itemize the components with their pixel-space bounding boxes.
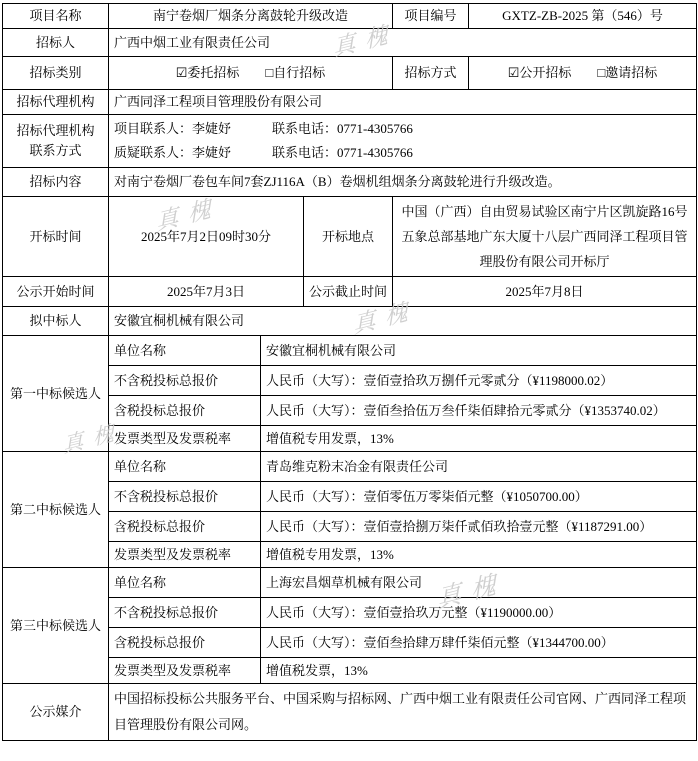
- candidate2-price-excl-label: 不含税投标总报价: [109, 482, 261, 512]
- row-opening: [3, 197, 697, 277]
- row-agency: [3, 90, 697, 115]
- query-contact-name: 质疑联系人：李婕妤: [114, 145, 232, 161]
- checkbox-invited-bidding: □邀请招标: [597, 65, 658, 81]
- candidate3-group-label: 第三中标候选人: [3, 568, 109, 684]
- candidate2-company-value: 青岛维克粉末冶金有限责任公司: [261, 452, 697, 482]
- row-proposed-winner: [3, 307, 697, 336]
- watermark: 真槐: [155, 193, 222, 236]
- publicity-start-label: 公示开始时间: [3, 277, 109, 307]
- watermark: 真槐: [62, 418, 124, 458]
- row-publicity-media: [3, 684, 697, 741]
- candidate1-group-label: 第一中标候选人: [3, 336, 109, 452]
- agency-contact-value: [109, 115, 697, 168]
- bid-announcement-table: [2, 3, 697, 741]
- candidate3-price-incl-value: 人民币（大写）：壹佰叁拾肆万肆仟柒佰元整（¥1344700.00）: [261, 628, 697, 658]
- row-project: [3, 4, 697, 29]
- query-contact-line: [114, 141, 691, 165]
- project-number-value: GXTZ-ZB-2025 第（546）号: [469, 4, 697, 29]
- candidate1-price-excl-label: 不含税投标总报价: [109, 366, 261, 396]
- candidate3-invoice-value: 增值税发票，13%: [261, 658, 697, 684]
- publicity-end-value: 2025年7月8日: [393, 277, 697, 307]
- candidate2-price-excl-value: 人民币（大写）：壹佰零伍万零柒佰元整（¥1050700.00）: [261, 482, 697, 512]
- proposed-winner-label: 拟中标人: [3, 307, 109, 336]
- candidate3-price-excl-value: 人民币（大写）：壹佰壹拾玖万元整（¥1190000.00）: [261, 598, 697, 628]
- candidate3-price-incl-label: 含税投标总报价: [109, 628, 261, 658]
- watermark: 真槐: [352, 296, 419, 339]
- project-contact-name: 项目联系人：李婕妤: [114, 121, 232, 137]
- watermark: 真槐: [332, 19, 399, 62]
- publicity-start-value: 2025年7月3日: [109, 277, 304, 307]
- query-contact-phone: 联系电话：0771-4305766: [272, 145, 413, 161]
- candidate1-company-value: 安徽宜桐机械有限公司: [261, 336, 697, 366]
- checkbox-open-bidding: ☑公开招标: [507, 65, 572, 81]
- agency-label: 招标代理机构: [3, 90, 109, 115]
- project-contact-line: [114, 117, 691, 141]
- candidate2-group-label: 第二中标候选人: [3, 452, 109, 568]
- row-bid-content: [3, 168, 697, 197]
- opening-place-value: 中国（广西）自由贸易试验区南宁片区凯旋路16号五象总部基地广东大厦十八层广西同泽工程项目管理股份有限公司开标厅: [393, 197, 697, 277]
- candidate3-row-company: [3, 568, 697, 598]
- candidate2-invoice-value: 增值税专用发票，13%: [261, 542, 697, 568]
- candidate1-price-incl-label: 含税投标总报价: [109, 396, 261, 426]
- bid-method-label: 招标方式: [393, 57, 469, 90]
- bid-category-label: 招标类别: [3, 57, 109, 90]
- candidate1-row-company: [3, 336, 697, 366]
- agency-value: 广西同泽工程项目管理股份有限公司: [109, 90, 697, 115]
- opening-place-label: 开标地点: [304, 197, 393, 277]
- bid-content-label: 招标内容: [3, 168, 109, 197]
- row-publicity-period: [3, 277, 697, 307]
- candidate3-price-excl-label: 不含税投标总报价: [109, 598, 261, 628]
- agency-contact-label-line2: 联系方式: [29, 143, 82, 159]
- project-name-label: 项目名称: [3, 4, 109, 29]
- agency-contact-label-line1: 招标代理机构: [16, 123, 95, 139]
- bid-category-options: [109, 57, 393, 90]
- agency-contact-label: [3, 115, 109, 168]
- candidate1-invoice-label: 发票类型及发票税率: [109, 426, 261, 452]
- row-agency-contact: [3, 115, 697, 168]
- checkbox-self-bidding: □自行招标: [265, 65, 326, 81]
- opening-time-value: 2025年7月2日09时30分: [109, 197, 304, 277]
- candidate1-company-label: 单位名称: [109, 336, 261, 366]
- checkbox-entrusted-bidding: ☑委托招标: [175, 65, 240, 81]
- candidate2-invoice-label: 发票类型及发票税率: [109, 542, 261, 568]
- candidate1-invoice-value: 增值税专用发票，13%: [261, 426, 697, 452]
- bid-content-value: 对南宁卷烟厂卷包车间7套ZJ116A（B）卷烟机组烟条分离鼓轮进行升级改造。: [109, 168, 697, 197]
- candidate3-company-label: 单位名称: [109, 568, 261, 598]
- candidate1-price-incl-value: 人民币（大写）：壹佰叁拾伍万叁仟柒佰肆拾元零贰分（¥1353740.02）: [261, 396, 697, 426]
- bid-method-options: [469, 57, 697, 90]
- candidate1-price-excl-value: 人民币（大写）：壹佰壹拾玖万捌仟元零贰分（¥1198000.02）: [261, 366, 697, 396]
- proposed-winner-value: 安徽宜桐机械有限公司: [109, 307, 697, 336]
- candidate3-invoice-label: 发票类型及发票税率: [109, 658, 261, 684]
- watermark: 真槐: [436, 569, 507, 614]
- opening-time-label: 开标时间: [3, 197, 109, 277]
- row-tenderer: [3, 29, 697, 57]
- candidate2-price-incl-label: 含税投标总报价: [109, 512, 261, 542]
- project-number-label: 项目编号: [393, 4, 469, 29]
- media-label: 公示媒介: [3, 684, 109, 741]
- candidate3-company-value: 上海宏昌烟草机械有限公司: [261, 568, 697, 598]
- row-bid-type: [3, 57, 697, 90]
- project-contact-phone: 联系电话：0771-4305766: [272, 121, 413, 137]
- tenderer-label: 招标人: [3, 29, 109, 57]
- candidate2-company-label: 单位名称: [109, 452, 261, 482]
- media-value: 中国招标投标公共服务平台、中国采购与招标网、广西中烟工业有限责任公司官网、广西同泽工程项目管理股份有限公司网。: [109, 684, 697, 741]
- tenderer-value: 广西中烟工业有限责任公司: [109, 29, 697, 57]
- candidate2-row-company: [3, 452, 697, 482]
- project-name-value: 南宁卷烟厂烟条分离鼓轮升级改造: [109, 4, 393, 29]
- publicity-end-label: 公示截止时间: [304, 277, 393, 307]
- candidate2-price-incl-value: 人民币（大写）：壹佰壹拾捌万柒仟贰佰玖拾壹元整（¥1187291.00）: [261, 512, 697, 542]
